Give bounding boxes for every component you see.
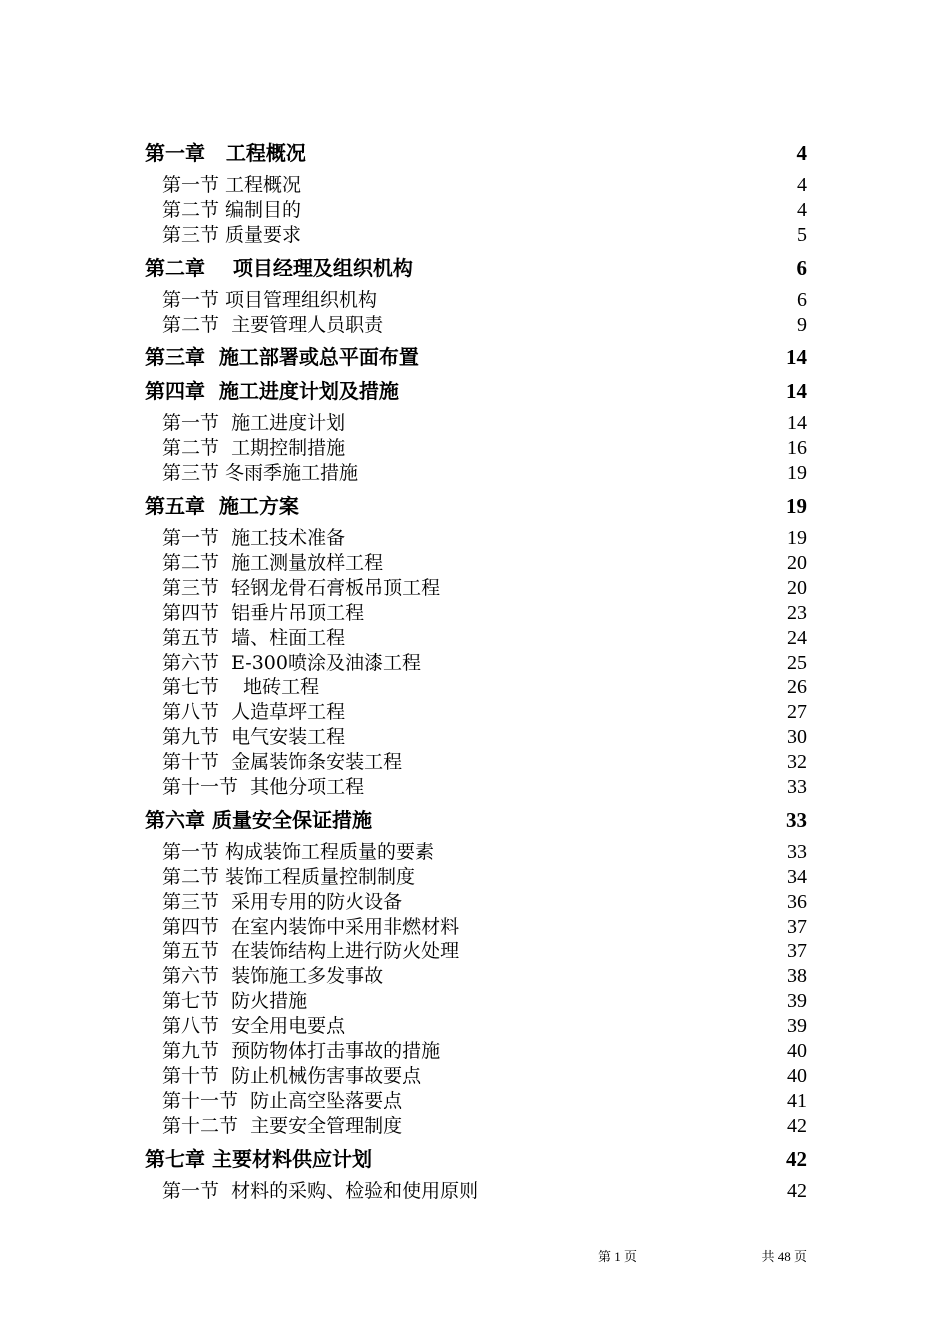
toc-entry-page-number: 6 bbox=[796, 255, 807, 280]
toc-entry-page-number: 23 bbox=[787, 601, 807, 624]
toc-entry-page-number: 33 bbox=[786, 807, 807, 832]
toc-entry-title: 第二节 施工测量放样工程 bbox=[162, 552, 384, 575]
toc-entry-title: 第二节 装饰工程质量控制制度 bbox=[162, 865, 416, 888]
toc-entry-title: 第一章 工程概况 bbox=[145, 141, 306, 165]
toc-section-entry[interactable] bbox=[145, 939, 807, 964]
toc-chapter-entry[interactable] bbox=[145, 377, 807, 405]
toc-chapter-entry[interactable] bbox=[145, 254, 807, 282]
toc-entry-page-number: 38 bbox=[787, 965, 807, 988]
toc-chapter-entry[interactable] bbox=[145, 343, 807, 371]
toc-chapter-entry[interactable] bbox=[145, 492, 807, 520]
toc-section-entry[interactable] bbox=[145, 890, 807, 915]
toc-entry-title: 第六节 E-300喷涂及油漆工程 bbox=[162, 651, 421, 674]
toc-section-entry[interactable] bbox=[145, 436, 807, 461]
page-footer bbox=[0, 1246, 950, 1266]
toc-section-entry[interactable] bbox=[145, 865, 807, 890]
toc-entry-page-number: 40 bbox=[787, 1040, 807, 1063]
toc-entry-title: 第五节 墙、柱面工程 bbox=[162, 626, 346, 649]
footer-page-number: 第 1 页 bbox=[598, 1249, 638, 1264]
toc-section-entry[interactable] bbox=[145, 1089, 807, 1114]
toc-entry-page-number: 4 bbox=[797, 174, 807, 196]
toc-entry-page-number: 33 bbox=[787, 840, 807, 863]
toc-entry-title: 第十一节 其他分项工程 bbox=[162, 776, 365, 799]
toc-entry-title: 第五章 施工方案 bbox=[145, 494, 299, 519]
toc-entry-page-number: 24 bbox=[787, 626, 807, 649]
footer-total-pages: 共 48 页 bbox=[761, 1249, 807, 1264]
toc-entry-page-number: 26 bbox=[787, 676, 807, 699]
toc-entry-page-number: 32 bbox=[787, 751, 807, 774]
toc-entry-page-number: 16 bbox=[787, 437, 807, 460]
toc-section-entry[interactable] bbox=[145, 626, 807, 651]
toc-section-entry[interactable] bbox=[145, 198, 807, 223]
toc-entry-title: 第八节 人造草坪工程 bbox=[162, 701, 346, 724]
toc-section-entry[interactable] bbox=[145, 461, 807, 486]
toc-section-entry[interactable] bbox=[145, 675, 807, 700]
toc-entry-title: 第一节 材料的采购、检验和使用原则 bbox=[162, 1179, 479, 1202]
toc-section-entry[interactable] bbox=[145, 775, 807, 800]
toc-entry-page-number: 5 bbox=[797, 223, 807, 246]
toc-entry-page-number: 14 bbox=[786, 379, 807, 404]
toc-entry-title: 第九节 电气安装工程 bbox=[162, 726, 346, 749]
toc-entry-page-number: 42 bbox=[787, 1179, 807, 1202]
table-of-contents bbox=[145, 133, 807, 1204]
toc-entry-page-number: 20 bbox=[787, 552, 807, 575]
toc-entry-title: 第三章 施工部署或总平面布置 bbox=[145, 345, 419, 370]
toc-entry-title: 第三节 冬雨季施工措施 bbox=[162, 462, 359, 485]
toc-entry-title: 第一节 施工进度计划 bbox=[162, 412, 346, 435]
toc-section-entry[interactable] bbox=[145, 840, 807, 865]
toc-entry-title: 第六章 质量安全保证措施 bbox=[145, 807, 372, 832]
toc-entry-page-number: 6 bbox=[797, 288, 807, 311]
toc-section-entry[interactable] bbox=[145, 1039, 807, 1064]
toc-entry-page-number: 19 bbox=[787, 462, 807, 485]
toc-section-entry[interactable] bbox=[145, 551, 807, 576]
toc-entry-title: 第七章 主要材料供应计划 bbox=[145, 1146, 372, 1171]
toc-section-entry[interactable] bbox=[145, 750, 807, 775]
toc-entry-title: 第十节 防止机械伤害事故要点 bbox=[162, 1064, 422, 1087]
toc-entry-page-number: 4 bbox=[797, 198, 807, 221]
toc-chapter-entry[interactable] bbox=[145, 806, 807, 834]
toc-entry-title: 第十二节 主要安全管理制度 bbox=[162, 1114, 403, 1137]
toc-section-entry[interactable] bbox=[145, 173, 807, 198]
toc-entry-title: 第三节 质量要求 bbox=[162, 223, 302, 246]
toc-section-entry[interactable] bbox=[145, 313, 807, 338]
toc-entry-title: 第三节 轻钢龙骨石膏板吊顶工程 bbox=[162, 576, 441, 599]
toc-chapter-entry[interactable] bbox=[145, 1145, 807, 1173]
toc-entry-page-number: 42 bbox=[787, 1114, 807, 1137]
toc-section-entry[interactable] bbox=[145, 411, 807, 436]
toc-entry-page-number: 39 bbox=[787, 1015, 807, 1038]
toc-chapter-entry[interactable] bbox=[145, 139, 807, 167]
toc-section-entry[interactable] bbox=[145, 288, 807, 313]
toc-entry-page-number: 14 bbox=[786, 345, 807, 370]
toc-entry-title: 第二节 编制目的 bbox=[162, 198, 302, 221]
toc-entry-page-number: 37 bbox=[787, 940, 807, 963]
toc-entry-page-number: 9 bbox=[797, 313, 807, 336]
toc-entry-title: 第四章 施工进度计划及措施 bbox=[145, 379, 399, 404]
toc-entry-page-number: 37 bbox=[787, 915, 807, 938]
toc-section-entry[interactable] bbox=[145, 576, 807, 601]
toc-entry-title: 第九节 预防物体打击事故的措施 bbox=[162, 1040, 441, 1063]
toc-entry-page-number: 42 bbox=[786, 1146, 807, 1171]
toc-entry-page-number: 19 bbox=[786, 494, 807, 519]
toc-section-entry[interactable] bbox=[145, 964, 807, 989]
toc-entry-title: 第二节 主要管理人员职责 bbox=[162, 313, 384, 336]
toc-entry-title: 第十一节 防止高空坠落要点 bbox=[162, 1089, 403, 1112]
toc-entry-title: 第二节 工期控制措施 bbox=[162, 437, 346, 460]
toc-entry-title: 第七节 防火措施 bbox=[162, 990, 308, 1013]
toc-entry-page-number: 14 bbox=[787, 412, 807, 435]
toc-section-entry[interactable] bbox=[145, 223, 807, 248]
toc-entry-page-number: 34 bbox=[787, 865, 807, 888]
toc-entry-title: 第十节 金属装饰条安装工程 bbox=[162, 751, 403, 774]
toc-entry-page-number: 30 bbox=[787, 726, 807, 749]
toc-entry-page-number: 39 bbox=[787, 990, 807, 1013]
toc-entry-page-number: 41 bbox=[787, 1089, 807, 1112]
toc-entry-title: 第五节 在装饰结构上进行防火处理 bbox=[162, 940, 460, 963]
toc-section-entry[interactable] bbox=[145, 651, 807, 676]
toc-section-entry[interactable] bbox=[145, 526, 807, 551]
toc-section-entry[interactable] bbox=[145, 989, 807, 1014]
toc-section-entry[interactable] bbox=[145, 1114, 807, 1139]
toc-entry-page-number: 20 bbox=[787, 576, 807, 599]
toc-entry-page-number: 19 bbox=[787, 527, 807, 550]
toc-section-entry[interactable] bbox=[145, 1064, 807, 1089]
toc-section-entry[interactable] bbox=[145, 601, 807, 626]
toc-section-entry[interactable] bbox=[145, 915, 807, 940]
toc-entry-title: 第一节 项目管理组织机构 bbox=[162, 288, 378, 311]
toc-entry-page-number: 33 bbox=[787, 776, 807, 799]
toc-entry-title: 第三节 采用专用的防火设备 bbox=[162, 890, 403, 913]
toc-entry-title: 第一节 施工技术准备 bbox=[162, 527, 346, 550]
toc-section-entry[interactable] bbox=[145, 1014, 807, 1039]
toc-entry-page-number: 36 bbox=[787, 890, 807, 913]
toc-section-entry[interactable] bbox=[145, 725, 807, 750]
toc-entry-page-number: 4 bbox=[796, 141, 807, 165]
toc-entry-page-number: 27 bbox=[787, 701, 807, 724]
toc-entry-page-number: 25 bbox=[787, 651, 807, 674]
toc-entry-title: 第六节 装饰施工多发事故 bbox=[162, 965, 384, 988]
toc-entry-title: 第一节 工程概况 bbox=[162, 174, 302, 196]
toc-entry-title: 第七节 地砖工程 bbox=[162, 676, 320, 699]
toc-entry-page-number: 40 bbox=[787, 1064, 807, 1087]
toc-entry-title: 第二章 项目经理及组织机构 bbox=[145, 255, 413, 280]
toc-entry-title: 第八节 安全用电要点 bbox=[162, 1015, 346, 1038]
toc-section-entry[interactable] bbox=[145, 1179, 807, 1204]
toc-entry-title: 第四节 铝垂片吊顶工程 bbox=[162, 601, 365, 624]
toc-entry-title: 第四节 在室内装饰中采用非燃材料 bbox=[162, 915, 460, 938]
toc-entry-title: 第一节 构成装饰工程质量的要素 bbox=[162, 840, 435, 863]
toc-section-entry[interactable] bbox=[145, 700, 807, 725]
